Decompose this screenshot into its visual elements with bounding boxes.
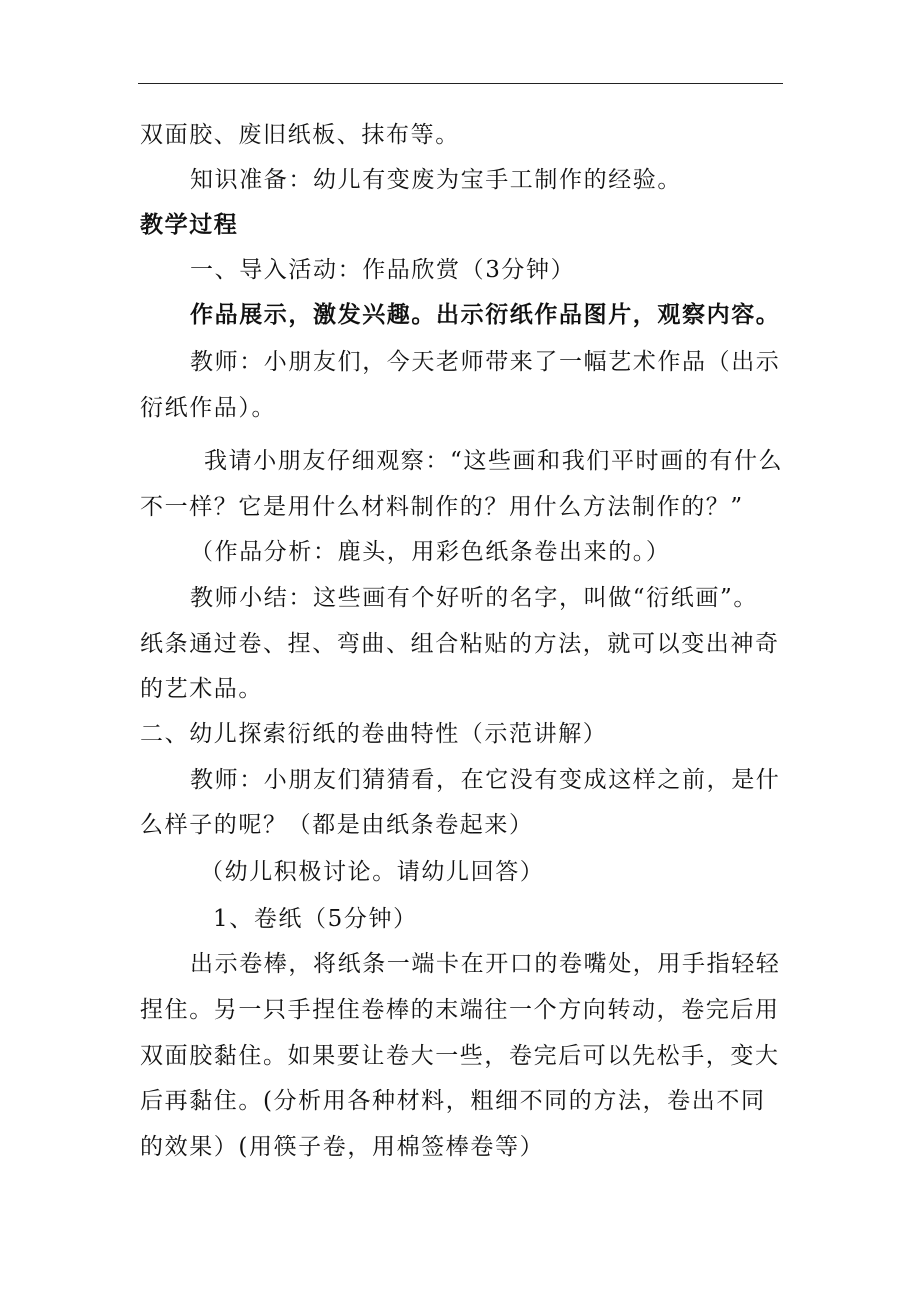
paragraph-line: 教师小结：这些画有个好听的名字，叫做“衍纸画”。: [190, 585, 758, 611]
paragraph-line: 教师：小朋友们，今天老师带来了一幅艺术作品（出示: [190, 349, 781, 375]
knowledge-prep-line: 知识准备：幼儿有变废为宝手工制作的经验。: [190, 167, 682, 193]
materials-line: 双面胶、废旧纸板、抹布等。: [140, 122, 460, 148]
paragraph-line: 的艺术品。: [140, 676, 263, 702]
step-heading-intro: 一、导入活动：作品欣赏（3分钟）: [190, 257, 576, 283]
paragraph-line: 教师：小朋友们猜猜看，在它没有变成这样之前，是什: [190, 767, 781, 793]
paragraph-line: 不一样？它是用什么材料制作的？用什么方法制作的？”: [140, 494, 744, 520]
paragraph-line: 衍纸作品）。: [140, 395, 277, 421]
paragraph-line: 后再黏住。(分析用各种材料，粗细不同的方法，卷出不同: [140, 1088, 766, 1114]
paragraph-line: 纸条通过卷、捏、弯曲、组合粘贴的方法，就可以变出神奇: [140, 631, 780, 657]
paragraph-line: 出示卷棒，将纸条一端卡在开口的卷嘴处，用手指轻轻: [190, 951, 781, 977]
paragraph-line: 么样子的呢？（都是由纸条卷起来）: [140, 812, 534, 838]
paragraph-line: 我请小朋友仔细观察：“这些画和我们平时画的有什么: [204, 448, 784, 474]
header-rule: [138, 83, 783, 84]
paragraph-line: 作品展示，激发兴趣。出示衍纸作品图片，观察内容。: [190, 301, 781, 328]
section-heading-teaching-process: 教学过程: [140, 211, 239, 238]
paragraph-line: （幼儿积极讨论。请幼儿回答）: [200, 859, 545, 885]
paragraph-line: 的效果）(用筷子卷，用棉签棒卷等）: [140, 1134, 545, 1160]
sub-step-heading: 1、卷纸（5分钟）: [213, 906, 418, 932]
paragraph-line: （作品分析：鹿头，用彩色纸条卷出来的。）: [190, 539, 671, 565]
paragraph-line: 双面胶黏住。如果要让卷大一些，卷完后可以先松手，变大: [140, 1043, 780, 1069]
step-heading-explore: 二、幼儿探索衍纸的卷曲特性（示范讲解）: [140, 721, 608, 747]
paragraph-line: 捏住。另一只手捏住卷棒的末端往一个方向转动，卷完后用: [140, 997, 780, 1023]
